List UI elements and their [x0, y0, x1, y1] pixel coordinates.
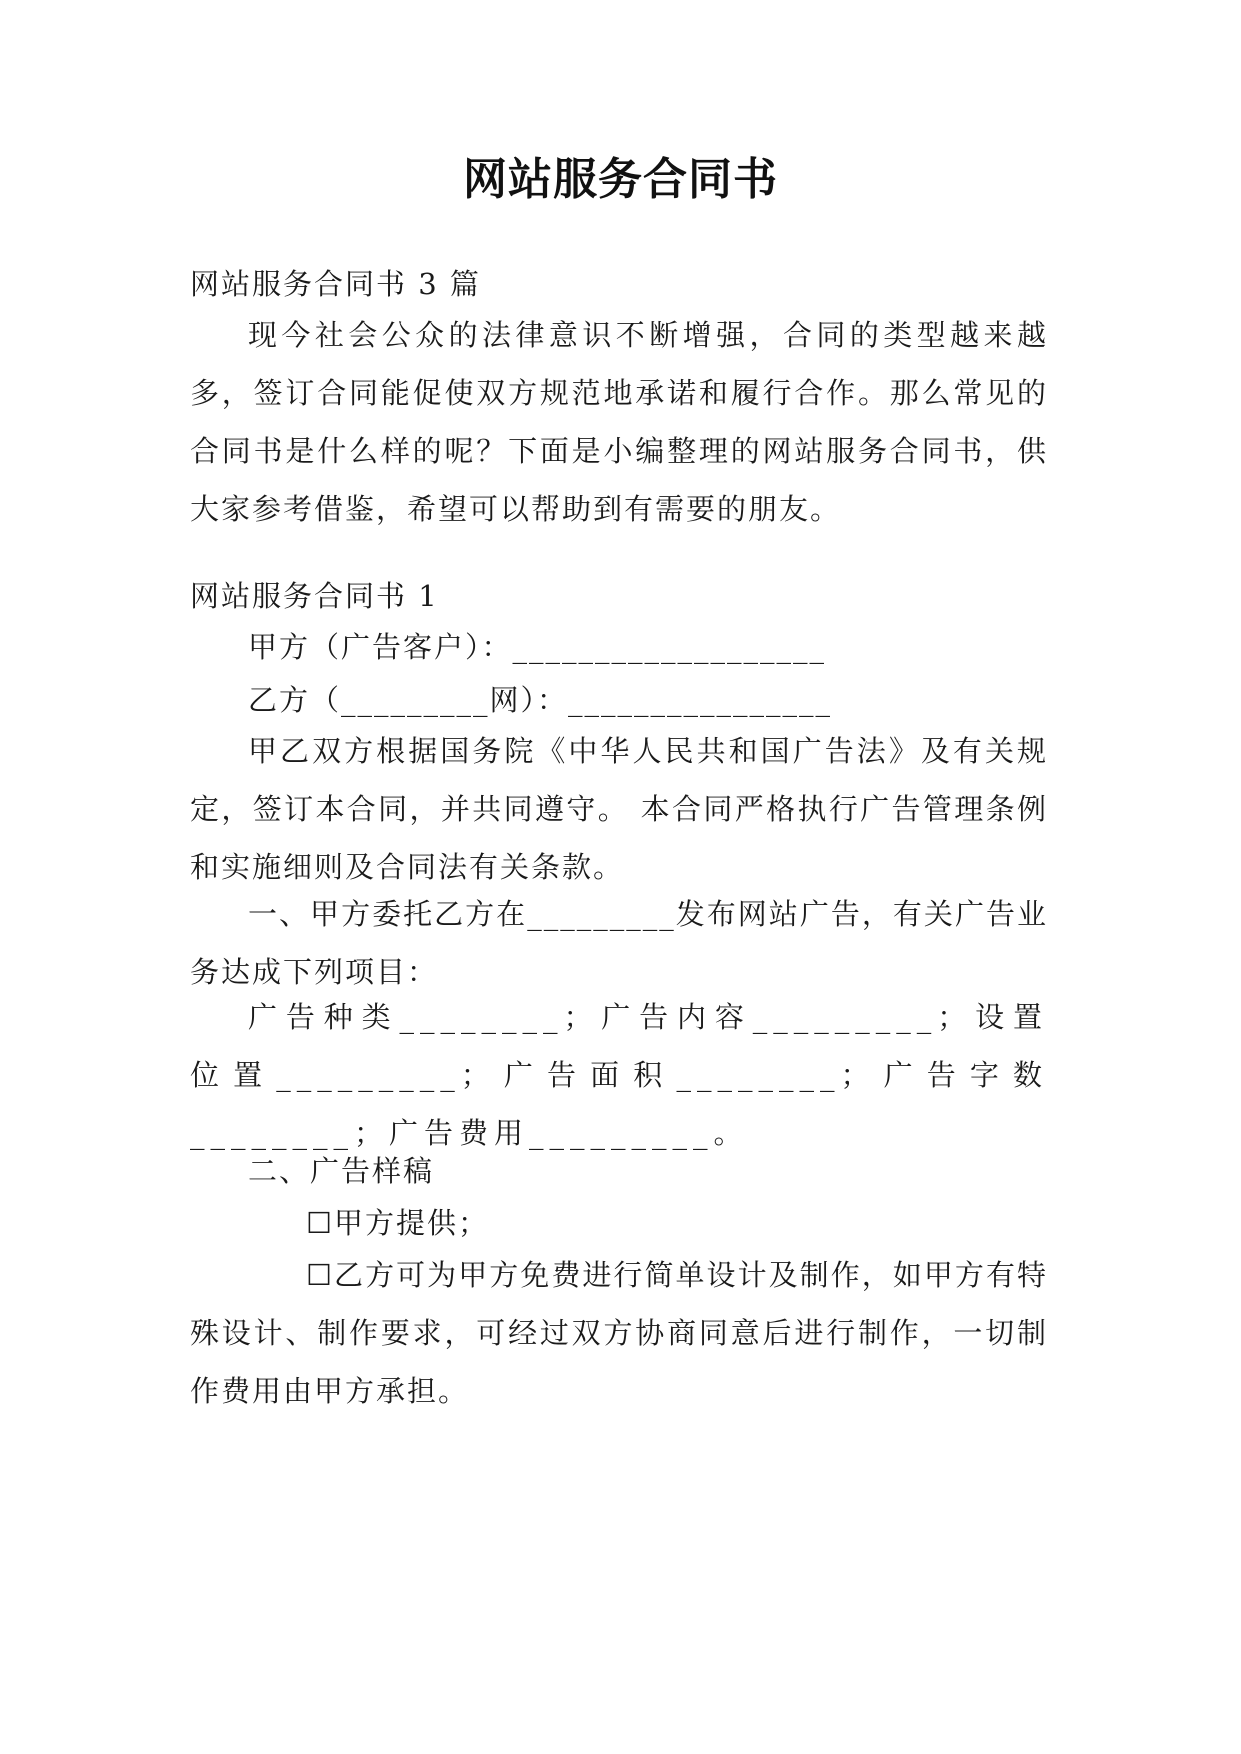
clause-2-heading: 二、广告样稿 — [248, 1154, 435, 1188]
option-2-paragraph — [190, 1246, 1048, 1420]
party-b-line: 乙方（_________网）：________________ — [248, 683, 833, 717]
checkbox-icon: ☐ — [306, 1206, 334, 1240]
document-title: 网站服务合同书 — [463, 154, 778, 205]
party-a-line: 甲方（广告客户）：___________________ — [248, 630, 827, 664]
document-subtitle: 网站服务合同书 3 篇 — [190, 267, 481, 301]
section-heading: 网站服务合同书 1 — [190, 579, 439, 613]
checkbox-icon: ☐ — [306, 1258, 334, 1292]
clause-1-items-paragraph: 广告种类________；广告内容_________；设置位置_________；广告面积________；广告字数________；广告费用_________。 — [190, 1000, 1048, 1150]
clause-1-paragraph: 一、甲方委托乙方在_________发布网站广告，有关广告业务达成下列项目： — [190, 897, 1048, 989]
option-1-text: 甲方提供； — [334, 1206, 490, 1240]
intro-paragraph: 现今社会公众的法律意识不断增强，合同的类型越来越多，签订合同能促使双方规范地承诺和履行合作。那么常见的合同书是什么样的呢？下面是小编整理的网站服务合同书，供大家参考借鉴，希望可以帮助到有需要的朋友。 — [190, 318, 1048, 526]
basis-paragraph: 甲乙双方根据国务院《中华人民共和国广告法》及有关规定，签订本合同，并共同遵守。 本合同严格执行广告管理条例和实施细则及合同法有关条款。 — [190, 734, 1048, 884]
option-1-line — [190, 1194, 1048, 1252]
option-2-text: 乙方可为甲方免费进行简单设计及制作，如甲方有特殊设计、制作要求，可经过双方协商同意后进行制作，一切制作费用由甲方承担。 — [190, 1258, 1048, 1408]
